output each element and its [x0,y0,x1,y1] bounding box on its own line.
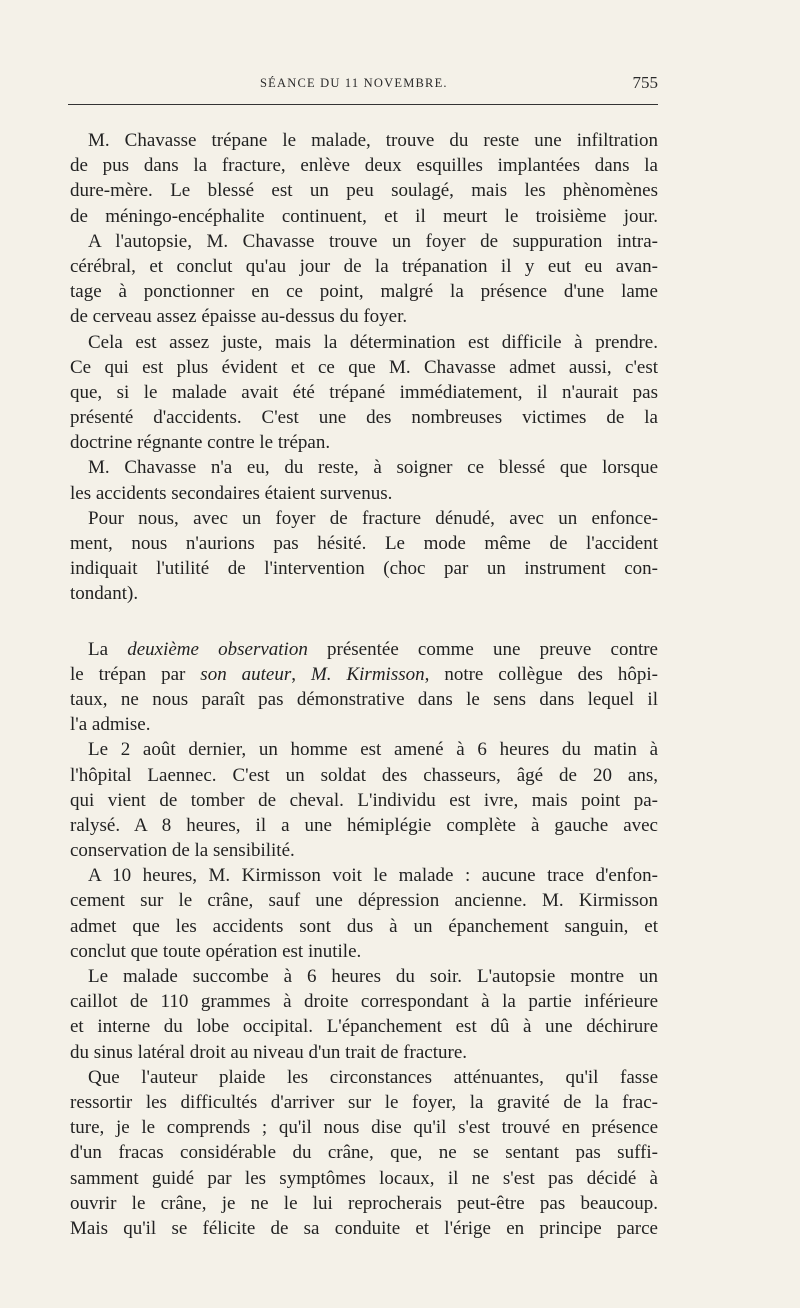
text-line: Mais qu'il se félicite de sa conduite et l'érige en principe parce [70,1217,658,1239]
text-line: conservation de la sensibilité. [70,840,295,862]
text-line: indiquait l'utilité de l'intervention (choc par un instrument con- [70,558,658,580]
text-line: cérébral, et conclut qu'au jour de la trépanation il y eut eu avan- [70,255,658,277]
text-line: Que l'auteur plaide les circonstances atténuantes, qu'il fasse [88,1066,658,1088]
page-number: 755 [632,73,658,92]
text-line: de méningo-encéphalite continuent, et il meurt le troisième jour. [70,205,658,227]
header-rule [68,104,658,105]
text-line: Le malade succombe à 6 heures du soir. L'autopsie montre un [88,966,658,987]
text-line: les accidents secondaires étaient survenus. [70,482,393,504]
text-line: A 10 heures, M. Kirmisson voit le malade : aucune trace d'enfon- [88,865,658,887]
text-line: A l'autopsie, M. Chavasse trouve un foyer de suppuration intra- [88,230,658,252]
text-line: Pour nous, avec un foyer de fracture dénudé, avec un enfonce- [88,507,658,529]
italic-fragment: M. Kirmisson [310,663,425,685]
text-line: caillot de 110 grammes à droite correspondant à la partie inférieure [70,991,658,1013]
text-line: l'a admise. [70,714,151,736]
text-line: taux, ne nous paraît pas démonstrative dans le sens dans lequel il [70,688,658,710]
text-line: ressortir les difficultés d'arriver sur le foyer, la gravité de la frac- [70,1091,658,1113]
text-line: et interne du lobe occipital. L'épanchement est dû à une déchirure [70,1016,658,1038]
italic-fragment: son auteur [200,663,292,685]
text-line: du sinus latéral droit au niveau d'un trait de fracture. [70,1041,468,1063]
text-line: que, si le malade avait été trépané immédiatement, il n'aurait pas [70,381,658,403]
text-line: de pus dans la fracture, enlève deux esquilles implantées dans la [70,155,658,177]
text-line: doctrine régnante contre le trépan. [70,432,331,454]
text-line: M. Chavasse trépane le malade, trouve du reste une infiltration [88,130,658,151]
text-line: l'hôpital Laennec. C'est un soldat des chasseurs, âgé de 20 ans, [70,764,658,786]
text-fragment: présentée comme une preuve contre [307,638,658,660]
text-line: qui vient de tomber de cheval. L'individu est ivre, mais point pa- [70,789,658,811]
text-line: ouvrir le crâne, je ne le lui reprocherais peut-être pas beaucoup. [70,1192,658,1214]
text-line: tage à ponctionner en ce point, malgré la présence d'une lame [70,281,658,303]
text-line: admet que les accidents sont dus à un épanchement sanguin, et [70,915,658,937]
page-header [68,73,658,100]
text-line: tondant). [70,583,139,605]
text-line [70,662,658,687]
text-fragment: , [291,663,311,685]
body-text [70,128,658,1241]
text-fragment: , notre collègue des hôpi- [424,663,658,685]
section-gap [70,607,658,637]
text-line: Cela est assez juste, mais la détermination est difficile à prendre. [88,331,658,353]
text-line: samment guidé par les symptômes locaux, il ne s'est pas décidé à [70,1167,658,1189]
text-fragment: La [88,638,128,660]
text-line: de cerveau assez épaisse au-dessus du foyer. [70,306,408,328]
text-line: cement sur le crâne, sauf une dépression ancienne. M. Kirmisson [70,890,658,912]
text-line: d'un fracas considérable du crâne, que, ne se sentant pas suffi- [70,1142,658,1164]
text-line: Le 2 août dernier, un homme est amené à 6 heures du matin à [88,739,658,761]
text-line: dure-mère. Le blessé est un peu soulagé, mais les phènomènes [70,180,658,202]
text-line: M. Chavasse n'a eu, du reste, à soigner ce blessé que lorsque [88,457,658,479]
text-line [70,637,658,662]
running-title: SÉANCE DU 11 NOVEMBRE. [260,76,448,90]
italic-fragment: deuxième observation [127,638,308,660]
text-line: ture, je le comprends ; qu'il nous dise qu'il s'est trouvé en présence [70,1117,658,1139]
text-line: Ce qui est plus évident et ce que M. Chavasse admet aussi, c'est [70,356,658,378]
text-line: ralysé. A 8 heures, il a une hémiplégie complète à gauche avec [70,814,658,836]
text-line: présenté d'accidents. C'est une des nombreuses victimes de la [70,407,658,429]
text-line: conclut que toute opération est inutile. [70,940,362,962]
text-fragment: le trépan par [70,663,201,685]
text-line: ment, nous n'aurions pas hésité. Le mode même de l'accident [70,533,658,554]
